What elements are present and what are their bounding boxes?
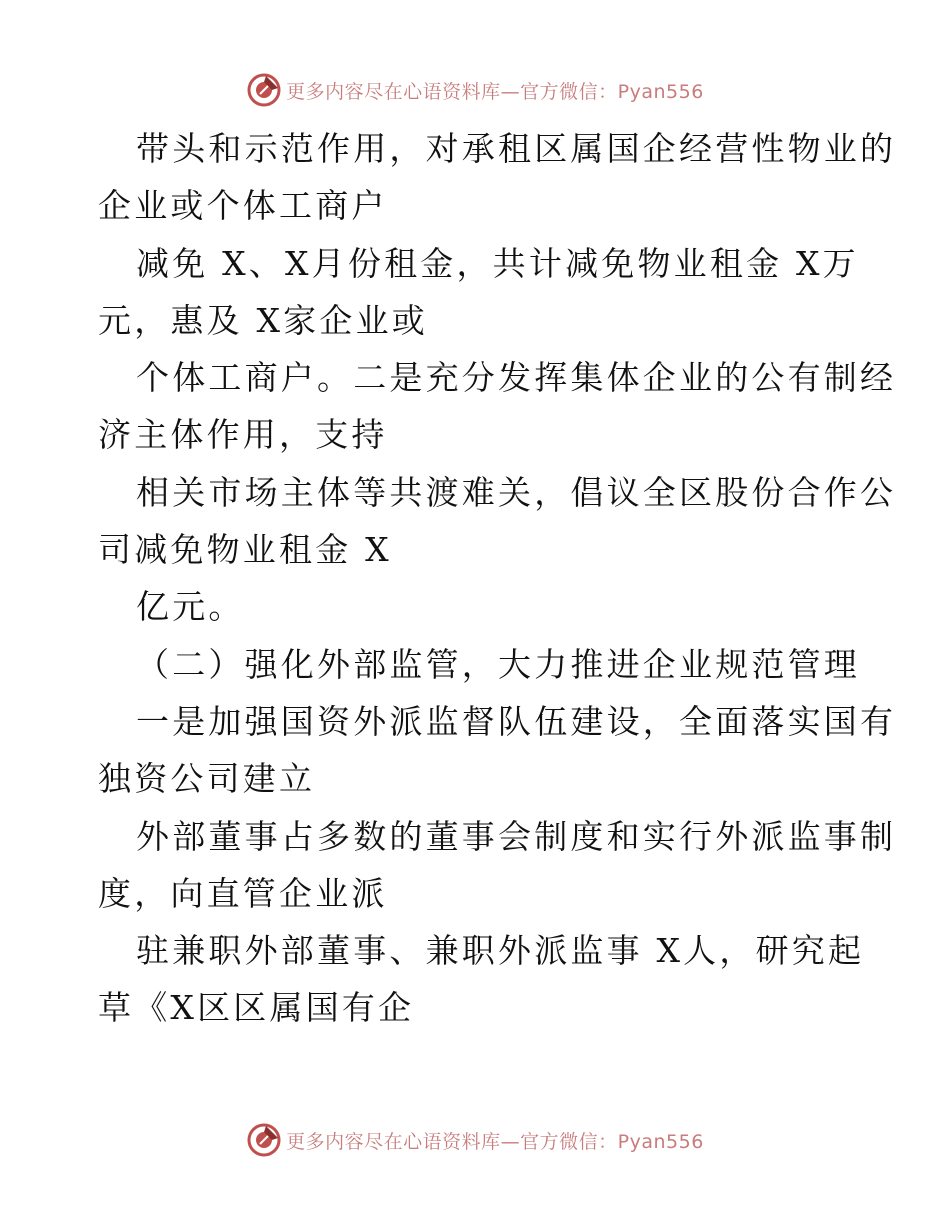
text-line: 草《X区区属国有企 <box>98 988 415 1028</box>
footer-watermark <box>0 1120 950 1160</box>
text-line: 外部董事占多数的董事会制度和实行外派监事制 <box>136 816 897 856</box>
document-body <box>98 120 897 1037</box>
logo-icon <box>246 72 282 108</box>
text-line: 驻兼职外部董事、兼职外派监事 X人，研究起 <box>136 931 865 971</box>
text-line: 企业或个体工商户 <box>98 186 388 226</box>
watermark-text: 更多内容尽在心语资料库—官方微信：Pyan556 <box>286 1130 704 1153</box>
text-line: 济主体作用，支持 <box>98 415 388 455</box>
text-line: 元，惠及 X家企业或 <box>98 300 428 340</box>
text-line: （二）强化外部监管，大力推进企业规范管理 <box>136 644 860 684</box>
text-line: 司减免物业租金 X <box>98 530 392 570</box>
text-line: 度，向直管企业派 <box>98 873 388 913</box>
text-line: 独资公司建立 <box>98 759 316 799</box>
text-line: 相关市场主体等共渡难关，倡议全区股份合作公 <box>136 472 897 512</box>
text-line: 个体工商户。二是充分发挥集体企业的公有制经 <box>136 358 897 398</box>
logo-icon <box>246 1122 282 1158</box>
text-line: 亿元。 <box>136 587 245 627</box>
header-watermark <box>0 70 950 110</box>
watermark-text: 更多内容尽在心语资料库—官方微信：Pyan556 <box>286 80 704 103</box>
text-line: 带头和示范作用，对承租区属国企经营性物业的 <box>136 129 897 168</box>
text-line: 一是加强国资外派监督队伍建设，全面落实国有 <box>136 701 897 741</box>
text-line: 减免 X、X月份租金，共计减免物业租金 X万 <box>136 243 859 283</box>
